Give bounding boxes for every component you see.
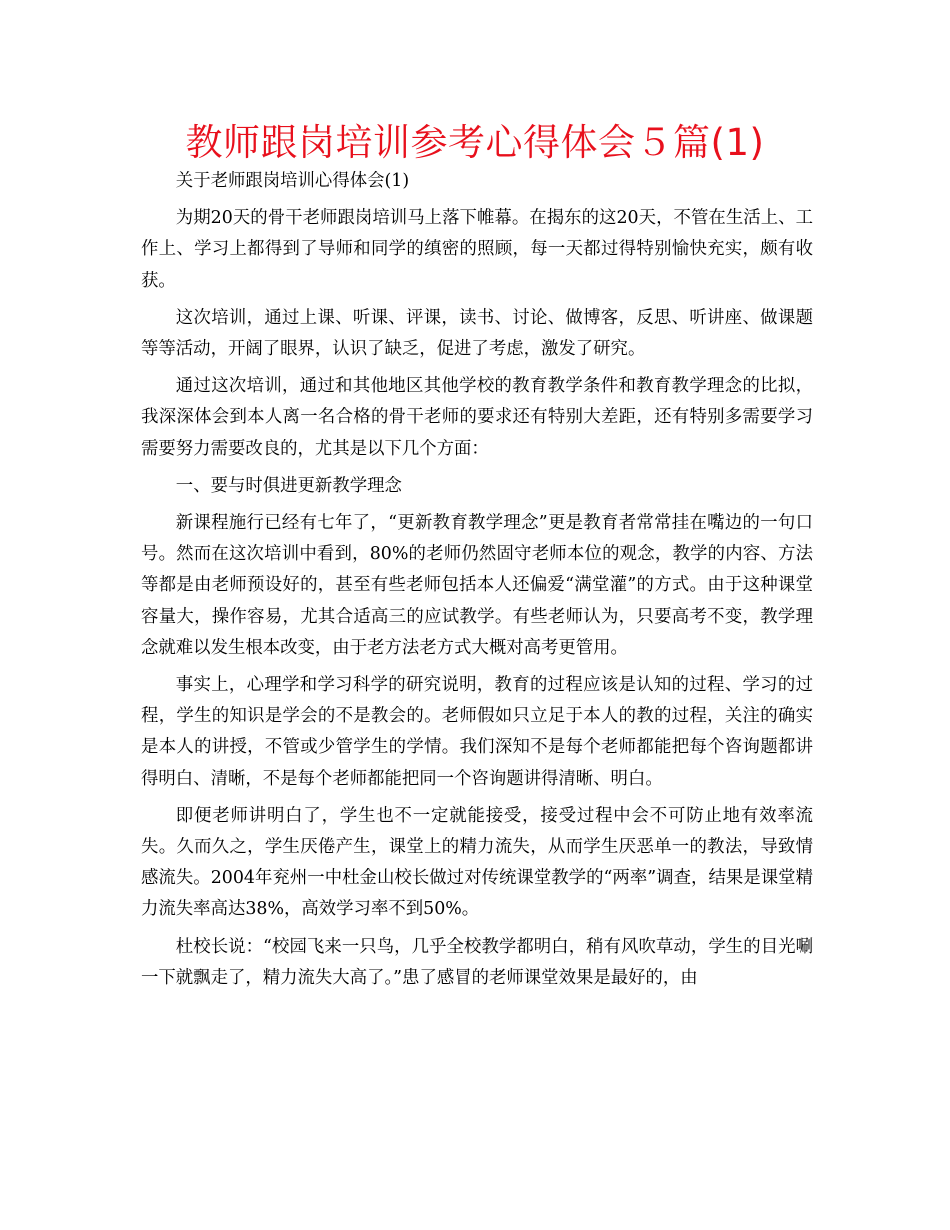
document-title: 教师跟岗培训参考心得体会５篇(1): [185, 121, 765, 164]
paragraph: 通过这次培训，通过和其他地区其他学校的教育教学条件和教育教学理念的比拟，我深深体会到本人离一名合格的骨干老师的要求还有特别大差距，还有特别多需要学习需要努力需要改良的，尤其是以下几个方面：: [141, 376, 813, 459]
document-body: [141, 166, 813, 1000]
paragraph: 事实上，心理学和学习科学的研究说明，教育的过程应该是认知的过程、学习的过程，学生的知识是学会的不是教会的。老师假如只立足于本人的教的过程，关注的确实是本人的讲授，不管或少管学生的学情。我们深知不是每个老师都能把每个咨询题都讲得明白、清晰，不是每个老师都能把同一个咨询题讲得清晰、明白。: [141, 675, 813, 789]
section-heading: 一、要与时俱进更新教学理念: [175, 475, 402, 496]
paragraph: 为期20天的骨干老师跟岗培训马上落下帷幕。在揭东的这20天，不管在生活上、工作上、学习上都得到了导师和同学的缜密的照顾，每一天都过得特别愉快充实，颇有收获。: [141, 208, 813, 291]
paragraph: 关于老师跟岗培训心得体会(1): [175, 171, 410, 191]
paragraph: 即便老师讲明白了，学生也不一定就能接受，接受过程中会不可防止地有效率流失。久而久之，学生厌倦产生，课堂上的精力流失，从而学生厌恶单一的教法，导致情感流失。2004年兖州一中杜金山校长做过对传统课堂教学的“两率”调查，结果是课堂精力流失率高达38%，高效学习率不到50%。: [141, 805, 813, 920]
paragraph: 杜校长说：“校园飞来一只鸟，几乎全校教学都明白，稍有风吹草动，学生的目光唰一下就飘走了，精力流失大高了。”患了感冒的老师课堂效果是最好的，由: [141, 936, 813, 988]
paragraph: 这次培训，通过上课、听课、评课，读书、讨论、做博客，反思、听讲座、做课题等等活动，开阔了眼界，认识了缺乏，促进了考虑，激发了研究。: [141, 307, 813, 360]
paragraph: 新课程施行已经有七年了，“更新教育教学理念”更是教育者常常挂在嘴边的一句口号。然而在这次培训中看到，80%的老师仍然固守老师本位的观念，教学的内容、方法等都是由老师预设好的，甚至有些老师包括本人还偏爱“满堂灌”的方式。由于这种课堂容量大，操作容易，尤其合适高三的应试教学。有些老师认为，只要高考不变，教学理念就难以发生根本改变，由于老方法老方式大概对高考更管用。: [141, 513, 813, 658]
